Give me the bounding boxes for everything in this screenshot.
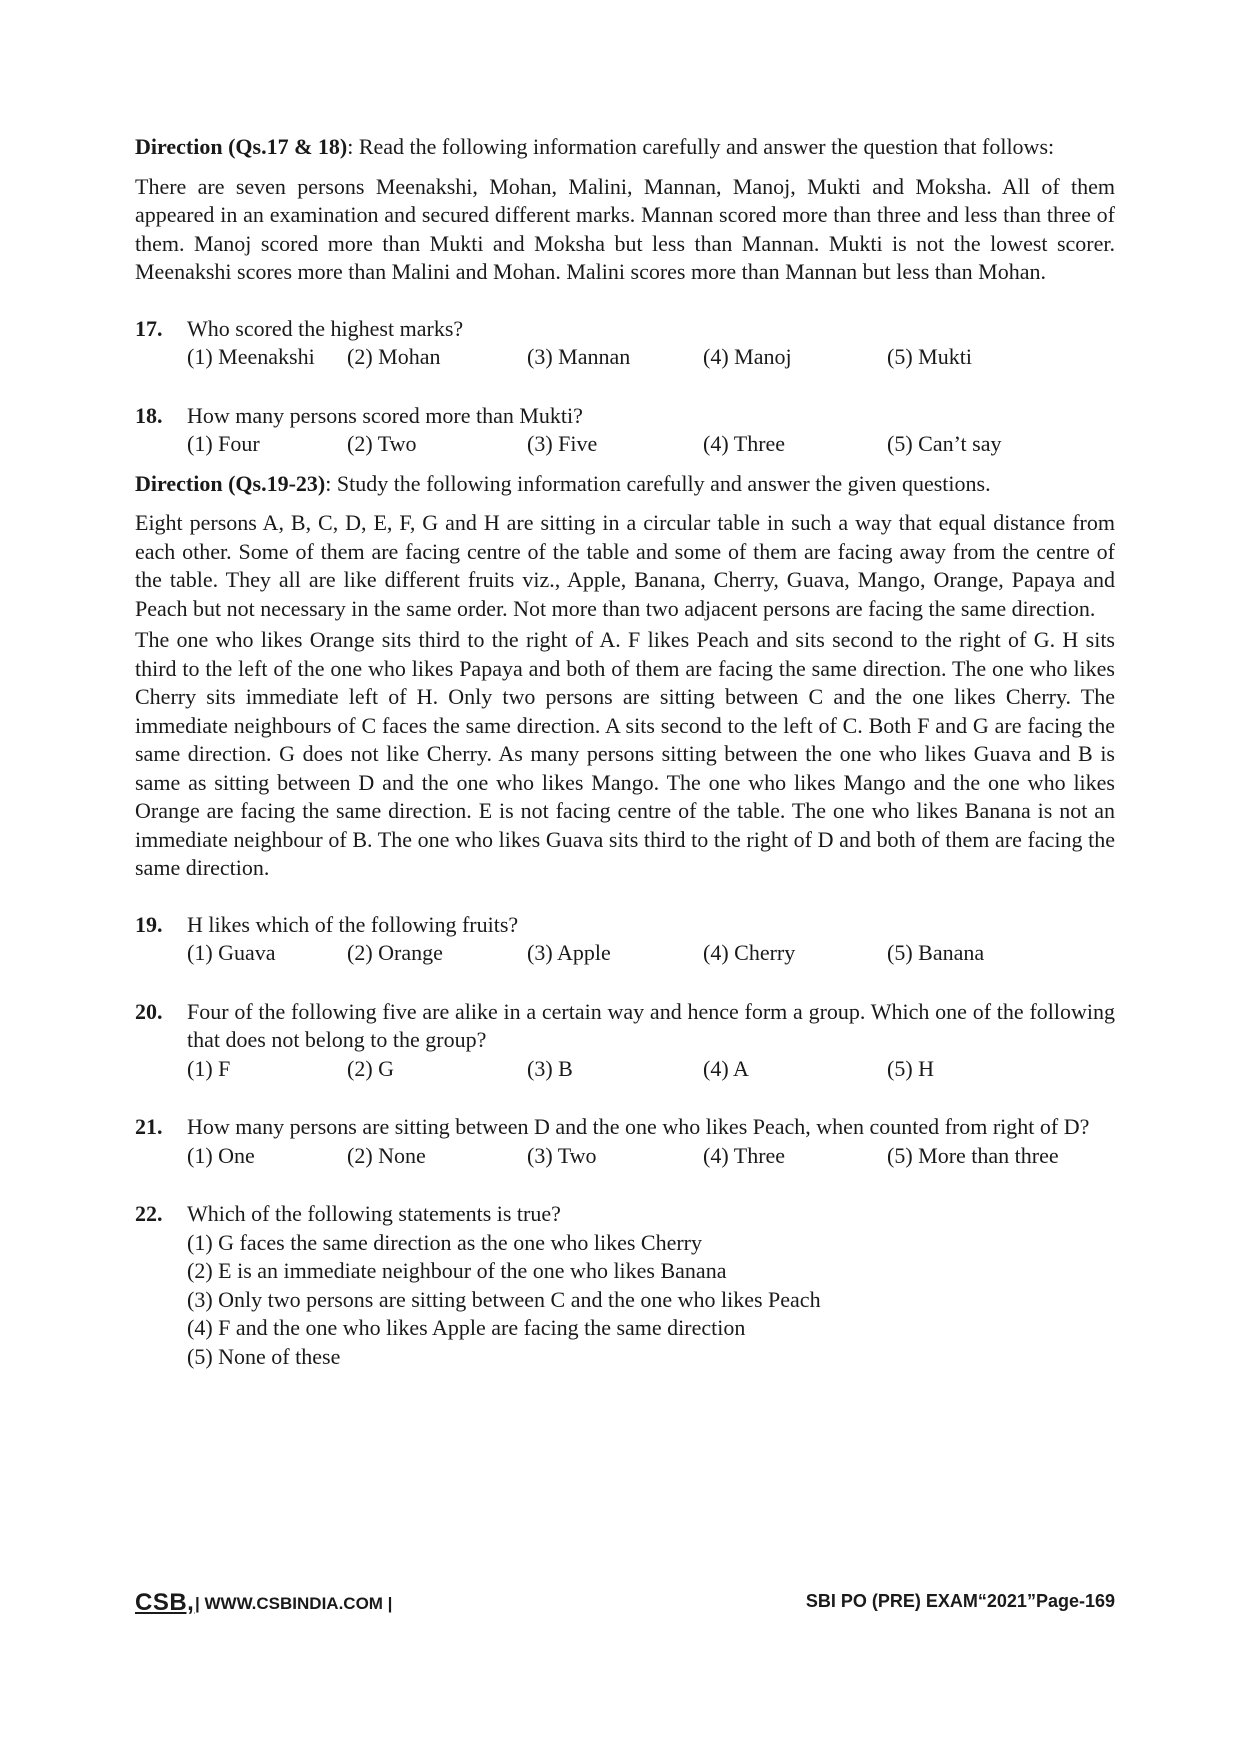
direction-17-18 bbox=[135, 133, 1115, 162]
option: (4) F and the one who likes Apple are facing the same direction bbox=[187, 1315, 746, 1340]
question-17 bbox=[135, 315, 1115, 372]
question-21 bbox=[135, 1113, 1115, 1170]
option: (2) G bbox=[347, 1055, 395, 1081]
option: (4) Three bbox=[703, 431, 786, 456]
direction-lead: Direction (Qs.17 & 18) bbox=[135, 134, 348, 159]
option: (5) Banana bbox=[887, 940, 985, 965]
option: (5) More than three bbox=[887, 1142, 1059, 1168]
option: (3) Five bbox=[527, 431, 598, 456]
option: (5) None of these bbox=[187, 1343, 341, 1369]
option: (4) A bbox=[703, 1055, 749, 1081]
option: (2) E is an immediate neighbour of the one who likes Banana bbox=[187, 1258, 727, 1283]
page-content bbox=[135, 133, 1115, 1371]
direction-text: : Read the following information carefully and answer the question that follows: bbox=[347, 134, 1055, 159]
option-row bbox=[187, 939, 1115, 968]
question-number: 21. bbox=[135, 1114, 163, 1139]
option-row bbox=[187, 1055, 1115, 1084]
question-22 bbox=[135, 1200, 1115, 1371]
csb-logo: CSB, bbox=[135, 1589, 195, 1616]
option: (3) Two bbox=[527, 1142, 597, 1168]
direction-19-23 bbox=[135, 470, 1115, 499]
question-text: Who scored the highest marks? bbox=[187, 315, 464, 341]
option-row bbox=[187, 1142, 1115, 1171]
passage-seating-clues: The one who likes Orange sits third to the right of A. F likes Peach and sits second to the right of G. H sits third to the left of the one who likes Papaya and both of them are facing the same direction. The one who likes Cherry sits immediate left of H. Only two persons are sitting between C and the one likes Cherry. The immediate neighbours of C faces the same direction. A sits second to the left of C. Both F and G are facing the same direction. G does not like Cherry. As many persons sitting between the one who likes Guava and B is same as sitting between D and the one who likes Mango. The one who likes Mango and the one who likes Orange are facing the same direction. E is not facing centre of the table. The one who likes Banana is not an immediate neighbour of B. The one who likes Guava sits third to the right of D and both of them are facing the same direction. bbox=[135, 627, 1115, 880]
question-text: Which of the following statements is true? bbox=[187, 1201, 561, 1226]
question-number: 19. bbox=[135, 911, 163, 937]
page-footer bbox=[135, 1589, 1115, 1619]
option: (4) Manoj bbox=[703, 344, 792, 369]
option-row bbox=[187, 430, 1115, 459]
option: (2) Mohan bbox=[347, 344, 441, 369]
option: (3) Only two persons are sitting between C and the one who likes Peach bbox=[187, 1286, 821, 1312]
question-18 bbox=[135, 402, 1115, 459]
option: (1) Guava bbox=[187, 940, 276, 965]
question-number: 18. bbox=[135, 402, 163, 428]
passage-marks: There are seven persons Meenakshi, Mohan, Malini, Mannan, Manoj, Mukti and Moksha. All of them appeared in an examination and secured different marks. Mannan scored more than three and less than three of them. Manoj scored more than Mukti and Moksha but less than Mannan. Mukti is not the lowest scorer. Meenakshi scores more than Malini and Mohan. Malini scores more than Mannan but less than Mohan. bbox=[135, 173, 1115, 284]
option: (3) B bbox=[527, 1055, 573, 1081]
option: (2) Two bbox=[347, 431, 417, 456]
question-text: Four of the following five are alike in a certain way and hence form a group. Which one of the following that does not belong to the group? bbox=[187, 998, 1115, 1052]
option: (2) Orange bbox=[347, 940, 443, 965]
question-number: 22. bbox=[135, 1201, 163, 1226]
exam-page-label: SBI PO (PRE) EXAM“2021”Page-169 bbox=[805, 1591, 1115, 1611]
question-text: How many persons are sitting between D and the one who likes Peach, when counted from right of D? bbox=[187, 1114, 1090, 1139]
direction-lead: Direction (Qs.19-23) bbox=[135, 470, 326, 496]
question-text: H likes which of the following fruits? bbox=[187, 911, 519, 937]
option: (5) H bbox=[887, 1055, 935, 1081]
question-number: 20. bbox=[135, 998, 163, 1024]
option: (3) Apple bbox=[527, 940, 611, 965]
option: (1) G faces the same direction as the one who likes Cherry bbox=[187, 1229, 702, 1255]
option: (5) Mukti bbox=[887, 344, 972, 369]
option: (1) One bbox=[187, 1142, 255, 1168]
option: (3) Mannan bbox=[527, 344, 631, 369]
option: (4) Three bbox=[703, 1142, 786, 1168]
option: (2) None bbox=[347, 1142, 426, 1168]
question-text: How many persons scored more than Mukti? bbox=[187, 402, 583, 428]
question-number: 17. bbox=[135, 315, 163, 341]
question-19 bbox=[135, 911, 1115, 968]
option-row bbox=[187, 343, 1115, 372]
passage-seating-intro: Eight persons A, B, C, D, E, F, G and H are sitting in a circular table in such a way that equal distance from each other. Some of them are facing centre of the table and some of them are facing away from the centre of the table. They all are like different fruits viz., Apple, Banana, Cherry, Guava, Mango, Orange, Papaya and Peach but not necessary in the same order. Not more than two adjacent persons are facing the same direction. bbox=[135, 510, 1115, 621]
option: (1) Meenakshi bbox=[187, 344, 315, 369]
website-link[interactable]: | WWW.CSBINDIA.COM | bbox=[195, 1594, 393, 1613]
option: (1) F bbox=[187, 1055, 231, 1081]
option: (1) Four bbox=[187, 431, 260, 456]
option: (5) Can’t say bbox=[887, 431, 1002, 456]
direction-text: : Study the following information carefully and answer the given questions. bbox=[325, 470, 991, 496]
question-20 bbox=[135, 998, 1115, 1084]
option: (4) Cherry bbox=[703, 940, 796, 965]
